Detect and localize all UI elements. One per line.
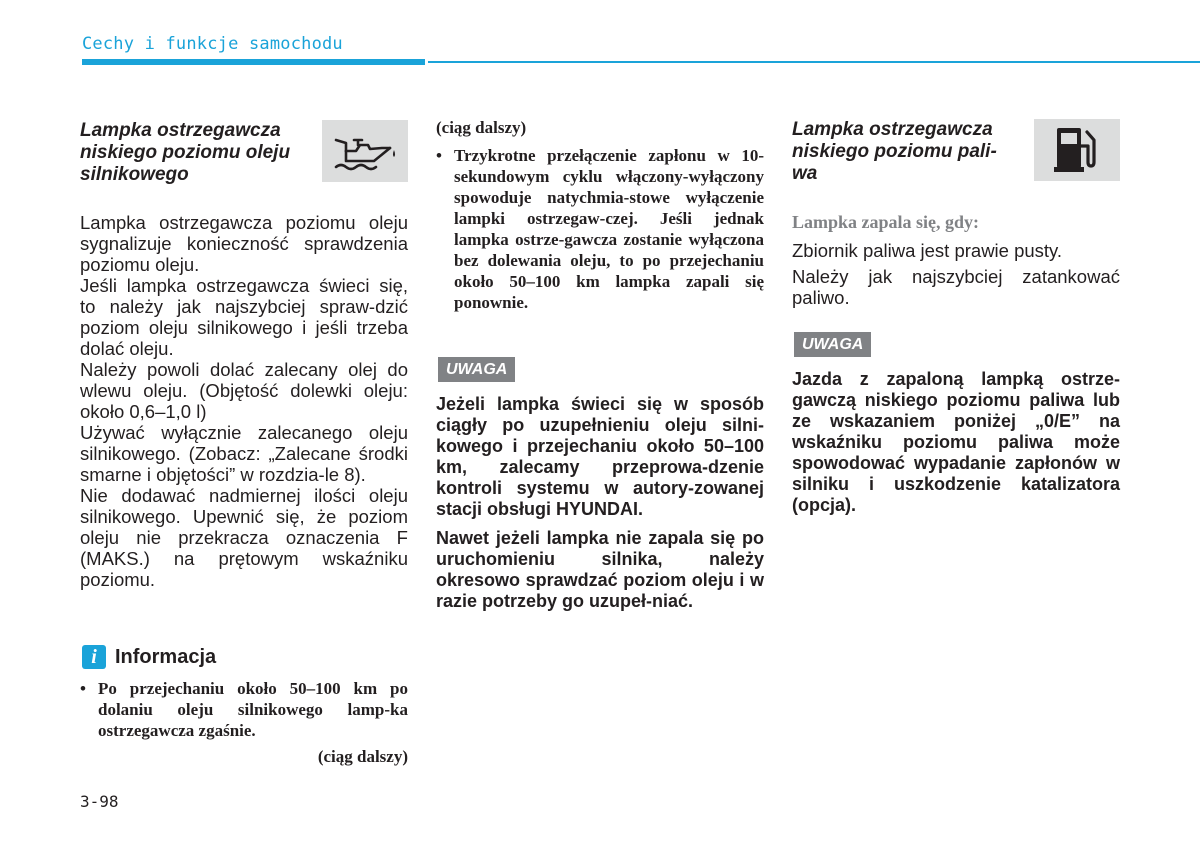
bullet-text: Trzykrotne przełączenie zapłonu w 10-sekundowym cyklu włączony-wyłączony spowoduje natychmia-stowe wyłączenie lampki ostrzegaw-czej. Jeśli jednak lampka ostrze-gawcza zostanie wyłączona bez dolewania oleju, to po przejechaniu około 50–100 km lampka zapali się ponownie.: [454, 146, 764, 312]
ignition-note: [436, 145, 764, 313]
page-number: 3-98: [80, 792, 119, 811]
caution-tag: UWAGA: [794, 332, 871, 357]
fuel-warning-body: [792, 240, 1120, 308]
title-line: niskiego poziomu pali-: [792, 141, 997, 162]
bullet-dot: •: [436, 146, 442, 165]
paragraph: Jeśli lampka ostrzegawcza świeci się, to należy jak najszybciej spraw-dzić poziom oleju silnikowego i jeśli trzeba dolać oleju.: [80, 275, 408, 359]
title-line: silnikowego: [80, 164, 189, 185]
list-item: [80, 678, 408, 741]
info-note: [80, 678, 408, 741]
title-line: wa: [792, 163, 818, 184]
info-heading: [82, 645, 216, 669]
title-line: Lampka ostrzegawcza: [792, 119, 993, 140]
fuel-subheading: Lampka zapala się, gdy:: [792, 212, 980, 232]
caution-text: [436, 394, 764, 612]
header-rule-thin: [428, 61, 1200, 63]
fuel-pump-icon: [1051, 124, 1103, 176]
bullet-dot: •: [80, 679, 86, 698]
title-line: niskiego poziomu oleju: [80, 142, 291, 163]
fuel-pump-icon-box: [1034, 119, 1120, 181]
info-label: Informacja: [115, 645, 217, 668]
paragraph: Nawet jeżeli lampka nie zapala się po uruchomieniu silnika, należy okresowo sprawdzać poziom oleju i w razie potrzeby go uzupeł-niać.: [436, 528, 764, 611]
oil-can-icon-box: [322, 120, 408, 182]
paragraph: Używać wyłącznie zalecanego oleju silnikowego. (Zobacz: „Zalecane środki smarne i objętości” w rozdzia-le 8).: [80, 422, 408, 485]
header-rule-thick: [82, 59, 425, 65]
paragraph: Jeżeli lampka świeci się w sposób ciągły po uzupełnieniu oleju silni-kowego i przejechaniu około 50–100 km, zalecamy przeprowa-dzenie kontroli systemu w autory-zowanej stacji obsługi HYUNDAI.: [436, 394, 764, 519]
continued-label: (ciąg dalszy): [317, 747, 408, 766]
paragraph: Należy jak najszybciej zatankować paliwo.: [792, 266, 1120, 308]
fuel-warning-title: [792, 119, 1027, 185]
list-item: [436, 145, 764, 313]
paragraph: Jazda z zapaloną lampką ostrze-gawczą niskiego poziomu paliwa lub ze wskazaniem poniżej „0/E” na wskaźniku poziomu paliwa może spowodować wypadanie zapłonów w silniku i uszkodzenie katalizatora (opcja).: [792, 369, 1120, 515]
info-icon: i: [82, 645, 106, 669]
bullet-text: Po przejechaniu około 50–100 km po dolaniu oleju silnikowego lamp-ka ostrzegawcza zgaśnie.: [98, 679, 408, 740]
paragraph: Należy powoli dolać zalecany olej do wlewu oleju. (Objętość dolewki oleju: około 0,6–1,0 l): [80, 359, 408, 422]
title-line: Lampka ostrzegawcza: [80, 120, 281, 141]
paragraph: Zbiornik paliwa jest prawie pusty.: [792, 240, 1063, 261]
caution-tag: UWAGA: [438, 357, 515, 382]
oil-warning-body: [80, 212, 408, 590]
running-header: Cechy i funkcje samochodu: [82, 34, 343, 54]
oil-warning-title: [80, 120, 320, 186]
caution-text: [792, 369, 1120, 516]
oil-can-icon: [332, 131, 398, 171]
continued-label: (ciąg dalszy): [436, 118, 527, 137]
paragraph: Nie dodawać nadmiernej ilości oleju silnikowego. Upewnić się, że poziom oleju nie przekracza oznaczenia F (MAKS.) na prętowym wskaźniku poziomu.: [80, 485, 408, 590]
paragraph: Lampka ostrzegawcza poziomu oleju sygnalizuje konieczność sprawdzenia poziomu oleju.: [80, 212, 408, 275]
